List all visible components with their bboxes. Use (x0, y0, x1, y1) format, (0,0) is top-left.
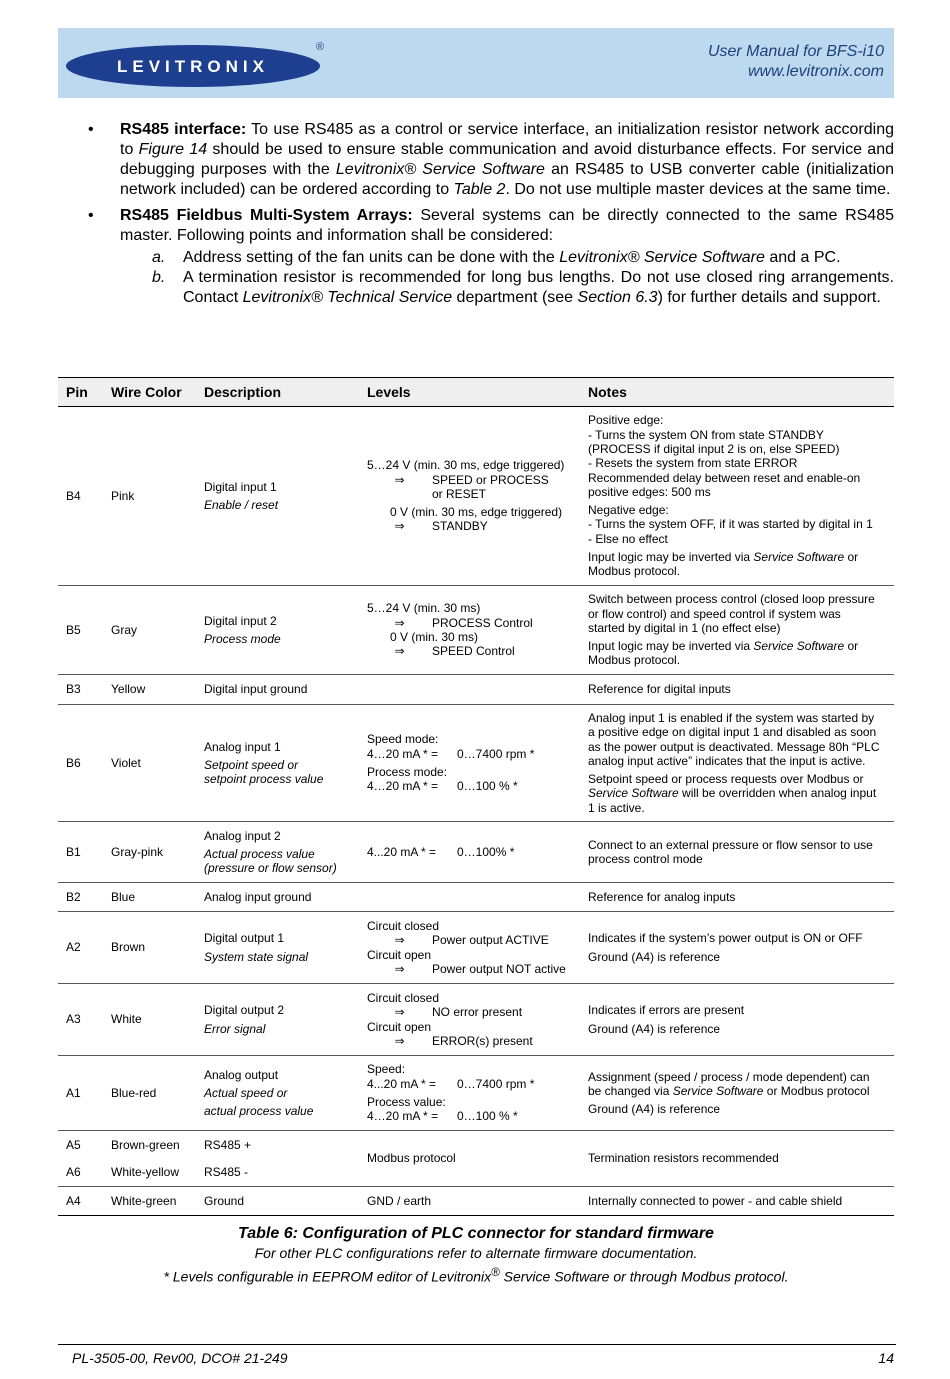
notes-cell (580, 912, 894, 984)
description-text: Digital input 2 (204, 613, 277, 628)
implies-arrow-icon: ⇒ (394, 933, 405, 948)
levels-cell: GND / earth (359, 1187, 580, 1216)
table-row (58, 407, 894, 586)
wire-color-cell: Blue-red (103, 1056, 196, 1131)
wire-color-cell: Gray-pink (103, 822, 196, 883)
bullet-multi-system (58, 206, 894, 246)
description-cell (196, 822, 359, 883)
description-subtext: Process mode (204, 632, 281, 646)
notes-cell: Internally connected to power - and cable shield (580, 1187, 894, 1216)
figure-reference: Figure 14 (138, 141, 208, 158)
pin-cell: B1 (58, 822, 103, 883)
note-line: Recommended delay between reset and enable-on (588, 470, 861, 485)
table-row (58, 1056, 894, 1131)
level-state: PROCESS Control (432, 615, 533, 630)
level-state: SPEED or PROCESS (432, 472, 549, 487)
level-text: 0 V (min. 30 ms) (390, 630, 479, 644)
header-info (708, 42, 884, 82)
description-text: Digital output 1 (204, 931, 285, 946)
notes-cell (580, 586, 894, 675)
sub-item-b (58, 268, 894, 308)
note-line (588, 786, 886, 800)
note-line: Positive edge: (588, 413, 664, 428)
wire-color-cell: Blue (103, 883, 196, 912)
bullet-text: an RS485 to USB converter cable (initialization network included) can be ordered according to (120, 161, 895, 198)
header-pin: Pin (58, 378, 103, 407)
implies-arrow-icon: ⇒ (394, 519, 405, 534)
bullet-text: should be used to ensure stable communication and avoid disturbance effects. For service and debugging purposes with the (120, 141, 895, 178)
description-cell (196, 407, 359, 586)
level-value: 0…7400 rpm * (457, 1076, 535, 1091)
body-text (58, 120, 894, 308)
note-line: Ground (A4) is reference (588, 1102, 721, 1117)
bullet-dot: • (88, 121, 94, 138)
implies-arrow-icon: ⇒ (394, 472, 405, 487)
note-line (588, 1084, 886, 1098)
caption-note: For other PLC configurations refer to alternate firmware documentation. (254, 1245, 698, 1261)
bullet-rs485-interface (58, 120, 894, 200)
pin-cell: A1 (58, 1056, 103, 1131)
level-state: Power output NOT active (432, 961, 566, 976)
sub-item-text: and a PC. (764, 249, 841, 266)
pin-cell: B4 (58, 407, 103, 586)
description-text: Digital output 2 (204, 1003, 285, 1018)
description-subtext: setpoint process value (204, 772, 324, 787)
description-subtext: Actual speed or (204, 1085, 288, 1100)
service-reference: Levitronix® Technical Service (242, 289, 453, 306)
note-line (588, 639, 886, 653)
level-range: 4…20 mA * = (367, 746, 439, 761)
description-subtext: Setpoint speed or (204, 757, 299, 772)
website-url: www.levitronix.com (747, 63, 884, 80)
document-id: PL-3505-00, Rev00, DCO# 21-249 (72, 1350, 288, 1366)
description-text: Digital input 1 (204, 479, 277, 494)
note-line: - Resets the system from state ERROR (588, 456, 798, 471)
sub-item-text: department (see (452, 289, 578, 306)
footnote-text: Service Software or through Modbus protocol. (499, 1268, 789, 1285)
notes-cell (580, 407, 894, 586)
pin-cell: B5 (58, 586, 103, 675)
note-line: Ground (A4) is reference (588, 949, 721, 964)
levels-cell (359, 675, 580, 705)
levels-cell (359, 984, 580, 1056)
pin-cell: A4 (58, 1187, 103, 1216)
description-subtext: actual process value (204, 1104, 314, 1119)
description-cell: Ground (196, 1187, 359, 1216)
note-line: analog input active” indicates that the input is active. (588, 753, 866, 768)
sub-item-text: Address setting of the fan units can be done with the (183, 249, 560, 266)
level-range: 4...20 mA * = (367, 1076, 437, 1091)
note-line: process control mode (588, 852, 703, 867)
note-line: - Turns the system OFF, if it was started by digital in 1 (588, 517, 873, 532)
footer-divider (58, 1344, 896, 1345)
bullet-dot: • (88, 207, 94, 224)
registered-mark: ® (491, 1266, 500, 1279)
table-row (58, 675, 894, 705)
note-text: or Modbus protocol (763, 1083, 870, 1098)
table-row (58, 586, 894, 675)
bullet-lead: RS485 interface: (120, 121, 247, 138)
table-row (58, 984, 894, 1056)
footnote-text: * Levels configurable in EEPROM editor of Levitronix (163, 1268, 492, 1285)
wire-color-cell: Yellow (103, 675, 196, 705)
level-range: 4...20 mA * = (367, 844, 437, 859)
levels-cell (359, 705, 580, 822)
description-cell (196, 984, 359, 1056)
levitronix-logo (66, 38, 324, 88)
level-state: Power output ACTIVE (432, 933, 549, 948)
software-reference: Levitronix® Service Software (335, 161, 545, 178)
section-reference: Section 6.3 (577, 289, 658, 306)
description-cell: RS485 - (196, 1159, 359, 1187)
note-line: as the power output is deactivated. Message 80h “PLC (588, 739, 880, 754)
sub-item-text: A termination resistor is recommended for long bus lengths. Do not use closed ring arrangements. Contact (183, 269, 894, 306)
bullet-lead: RS485 Fieldbus Multi-System Arrays: (120, 207, 413, 224)
manual-title: User Manual for BFS-i10 (707, 43, 884, 60)
sub-item-text: ) for further details and support. (657, 289, 881, 306)
levels-cell (359, 883, 580, 912)
note-text: will be overridden when analog input (678, 786, 877, 801)
implies-arrow-icon: ⇒ (394, 961, 405, 976)
description-cell: Digital input ground (196, 675, 359, 705)
page-header (58, 28, 894, 98)
level-state: NO error present (432, 1005, 523, 1020)
wire-color-cell: Brown-green (111, 1137, 180, 1152)
sub-item-a (58, 248, 894, 268)
note-line: Modbus protocol. (588, 564, 681, 579)
level-value: 0…7400 rpm * (457, 746, 535, 761)
level-text: Process mode: (367, 765, 448, 780)
sub-item-letter: b. (152, 269, 166, 286)
logo-registered-mark: ® (316, 41, 324, 53)
note-line: Modbus protocol. (588, 653, 681, 668)
level-value: 0…100 % * (457, 779, 518, 794)
pin-cell: B2 (58, 883, 103, 912)
level-text: Speed: (367, 1062, 406, 1077)
wire-color-cell: White-yellow (103, 1159, 196, 1187)
level-text: 5…24 V (min. 30 ms, edge triggered) (367, 458, 565, 473)
notes-cell (580, 1056, 894, 1131)
description-subtext: Actual process value (204, 846, 315, 861)
note-line: positive edges: 500 ms (588, 484, 711, 499)
note-line: Indicates if the system’s power output is ON or OFF (588, 931, 863, 946)
software-reference: Service Software (753, 550, 845, 565)
levels-cell (359, 586, 580, 675)
note-line: (PROCESS if digital input 2 is on, else SPEED) (588, 441, 840, 456)
table-row (58, 705, 894, 822)
caption-title: Table 6: Configuration of PLC connector for standard firmware (238, 1225, 714, 1242)
note-text: or (844, 550, 859, 565)
note-line: Setpoint speed or process requests over Modbus or (588, 772, 864, 787)
level-state: or RESET (432, 486, 487, 501)
level-state: SPEED Control (432, 644, 515, 659)
level-state: STANDBY (432, 519, 488, 534)
table-reference: Table 2 (453, 181, 506, 198)
description-cell (196, 705, 359, 822)
software-reference: Service Software (753, 639, 845, 654)
notes-cell (580, 705, 894, 822)
description-cell: Analog input ground (196, 883, 359, 912)
bullet-text: To use RS485 as a control or service interface, an initialization resistor network according to (120, 121, 894, 158)
logo-text: LEVITRONIX (116, 57, 270, 76)
levels-cell (359, 822, 580, 883)
wire-color-cell: Violet (103, 705, 196, 822)
table-row (58, 912, 894, 984)
description-subtext: System state signal (204, 949, 309, 964)
plc-connector-table (58, 377, 894, 1216)
level-state: ERROR(s) present (432, 1033, 533, 1048)
level-text: Circuit open (367, 1019, 432, 1034)
note-line: Analog input 1 is enabled if the system was started by (588, 711, 875, 725)
pin-cell: B3 (58, 675, 103, 705)
notes-cell: Reference for digital inputs (580, 675, 894, 705)
page-number: 14 (878, 1350, 894, 1366)
pin-cell: A3 (58, 984, 103, 1056)
sub-item-letter: a. (152, 249, 166, 266)
level-value: 0…100% * (457, 844, 515, 859)
note-line: a positive edge on digital input 1 and disabled as soon (588, 725, 877, 740)
description-subtext: (pressure or flow sensor) (204, 861, 337, 876)
pin-cell: A5 (66, 1137, 81, 1152)
pin-cell: A6 (58, 1159, 103, 1187)
note-line: - Else no effect (588, 531, 668, 546)
notes-cell (580, 984, 894, 1056)
header-description: Description (196, 378, 359, 407)
note-line: 1 is active. (588, 800, 645, 815)
description-text: Analog output (204, 1067, 279, 1082)
note-line: - Turns the system ON from state STANDBY (588, 427, 824, 442)
note-line (588, 550, 886, 564)
description-text: Analog input 2 (204, 828, 281, 843)
table-row (58, 1131, 894, 1159)
level-value: 0…100 % * (457, 1109, 518, 1124)
wire-color-cell: White-green (103, 1187, 196, 1216)
wire-color-cell: White (103, 984, 196, 1056)
note-line: or flow control) and speed control if system was (588, 606, 841, 621)
level-text: Speed mode: (367, 732, 439, 747)
note-line: Assignment (speed / process / mode dependent) can (588, 1069, 870, 1084)
level-range: 4…20 mA * = (367, 779, 439, 794)
level-text: Circuit closed (367, 990, 440, 1005)
levels-cell: Modbus protocol (359, 1131, 580, 1187)
level-text: Circuit open (367, 947, 432, 962)
wire-color-cell: Pink (103, 407, 196, 586)
bullet-text: . Do not use multiple master devices at the same time. (505, 181, 891, 198)
wire-color-cell: Brown (103, 912, 196, 984)
note-line: Negative edge: (588, 503, 669, 518)
description-text: Analog input 1 (204, 739, 281, 754)
description-cell (196, 912, 359, 984)
description-cell (196, 586, 359, 675)
description-subtext: Enable / reset (204, 498, 279, 512)
level-text: 5…24 V (min. 30 ms) (367, 601, 481, 616)
caption-footnote (58, 1263, 894, 1287)
notes-cell: Reference for analog inputs (580, 883, 894, 912)
description-cell (196, 1056, 359, 1131)
table-caption (58, 1224, 894, 1287)
table-row (58, 822, 894, 883)
table-row (58, 1187, 894, 1216)
level-text: Circuit closed (367, 918, 440, 933)
pin-cell: A2 (58, 912, 103, 984)
note-text: or (844, 639, 859, 654)
software-reference: Service Software (672, 1083, 764, 1098)
notes-cell (580, 822, 894, 883)
note-line: Indicates if errors are present (588, 1003, 745, 1018)
level-text: 0 V (min. 30 ms, edge triggered) (390, 505, 563, 520)
pin-cell: B6 (58, 705, 103, 822)
note-line: Switch between process control (closed loop pressure (588, 592, 875, 607)
levels-cell (359, 912, 580, 984)
header-notes: Notes (580, 378, 894, 407)
levels-cell (359, 1056, 580, 1131)
description-cell: RS485 + (204, 1137, 252, 1152)
level-text: Process value: (367, 1095, 446, 1110)
notes-cell: Termination resistors recommended (580, 1131, 894, 1187)
level-range: 4…20 mA * = (367, 1109, 439, 1124)
note-line: started by digital in 1 (no effect else) (588, 620, 781, 635)
implies-arrow-icon: ⇒ (394, 644, 405, 659)
implies-arrow-icon: ⇒ (394, 615, 405, 630)
software-reference: Levitronix® Service Software (559, 249, 765, 266)
implies-arrow-icon: ⇒ (394, 1005, 405, 1020)
note-text: Input logic may be inverted via (588, 550, 754, 565)
wire-color-cell: Gray (103, 586, 196, 675)
description-subtext: Error signal (204, 1021, 266, 1036)
table-row (58, 883, 894, 912)
levels-cell (359, 407, 580, 586)
note-text: Input logic may be inverted via (588, 639, 754, 654)
implies-arrow-icon: ⇒ (394, 1033, 405, 1048)
note-line: Ground (A4) is reference (588, 1021, 721, 1036)
header-levels: Levels (359, 378, 580, 407)
bullet-text: Several systems can be directly connected to the same RS485 master. Following points and information shall be considered: (120, 207, 894, 244)
header-wire-color: Wire Color (103, 378, 196, 407)
software-reference: Service Software (588, 786, 679, 801)
table-header-row (58, 378, 894, 407)
note-line: Connect to an external pressure or flow sensor to use (588, 837, 873, 852)
note-text: be changed via (588, 1083, 673, 1098)
